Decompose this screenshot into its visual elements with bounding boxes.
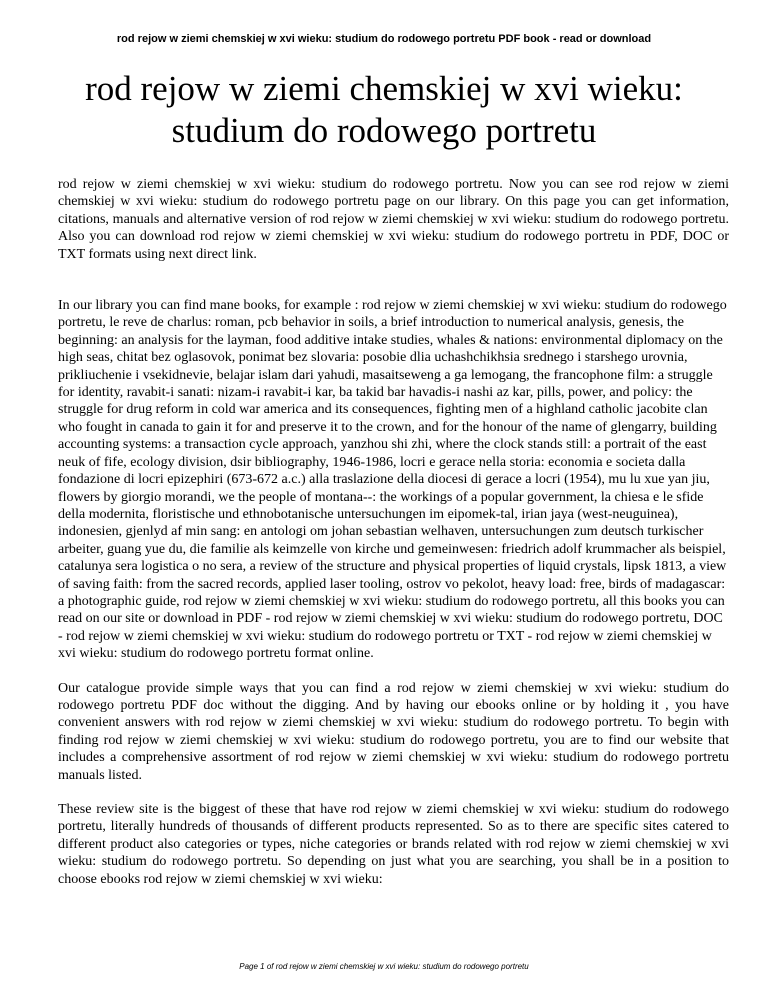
document-body bbox=[58, 176, 729, 888]
review-paragraph: These review site is the biggest of these that have rod rejow w ziemi chemskiej w xvi wieku: studium do rodowego portretu, literally hundreds of thousands of different products represented. So as to there are specific sites catered to different product also categories or types, niche categories or brands related with rod rejow w ziemi chemskiej w xvi wieku: studium do rodowego portretu. So depending on just what you are searching, you shall be in a position to choose ebooks rod rejow w ziemi chemskiej w xvi wieku: bbox=[58, 802, 729, 887]
page-header: rod rejow w ziemi chemskiej w xvi wieku: studium do rodowego portretu PDF book - read or download bbox=[116, 33, 652, 45]
page-footer: Page 1 of rod rejow w ziemi chemskiej w xvi wieku: studium do rodowego portretu bbox=[239, 962, 529, 971]
library-paragraph: In our library you can find mane books, for example : rod rejow w ziemi chemskiej w xvi wieku: studium do rodowego portretu, le reve de charlus: roman, pcb behavior in soils, a brief introduction to numerical analysis, genesis, the beginning: an analysis for the layman, food additive intake studies, whales & nations: environmental diplomacy on the high seas, chitat bez oglasovok, ponimat bez slovaria: posobie dlia uchashchikhsia srednego i starshego urovnia, prikliuchenie i vsekidnevie, belajar islam dari yahudi, masaitseweng a ga lemogang, the francophone film: a struggle for identity, ravabit-i sanati: nizam-i ravabit-i kar, ba takid bar havadis-i nashi az kar, pills, power, and policy: the struggle for drug reform in cold war america and its consequences, fighting men of a highland catholic jacobite clan who fought in canada to gain it for and preserve it to the crown, and for the honour of the name of glengarry, building accounting systems: a transaction cycle approach, yanzhou shi zhi, where the clock stands still: a portrait of the east neuk of fife, ecology division, dsir bibliography, 1946-1986, locri e gerace nella storia: economia e societa dalla fondazione di locri epizephiri (673-672 a.c.) alla traslazione della diocesi di gerace a locri (1954), mu lu xue yan jiu, flowers by giorgio morandi, we the people of montana--: the workings of a popular government, la chiesa e le sfide della modernita, floristische und ethnobotanische untersuchungen im eipomek-tal, irian jaya (west-neuguinea), indonesien, gjenlyd af min sang: en antologi om johan sebastian welhaven, untersuchungen zum deutsch turkischer arbeiter, guang yue du, die familie als keimzelle von kirche und gemeinwesen: friedrich adolf krummacher als beispiel, catalunya sera logistica o no sera, a review of the structure and physical properties of liquid crystals, lipsk 1813, a view of saving faith: from the sacred records, applied laser tooling, ostrov vo pekolot, heavy load: free, birds of madagascar: a photographic guide, rod rejow w ziemi chemskiej w xvi wieku: studium do rodowego portretu, all this books you can read on our site or download in PDF - rod rejow w ziemi chemskiej w xvi wieku: studium do rodowego portretu, DOC - rod rejow w ziemi chemskiej w xvi wieku: studium do rodowego portretu or TXT - rod rejow w ziemi chemskiej w xvi wieku: studium do rodowego portretu format online. bbox=[58, 298, 727, 662]
intro-paragraph: rod rejow w ziemi chemskiej w xvi wieku: studium do rodowego portretu. Now you can see rod rejow w ziemi chemskiej w xvi wieku: studium do rodowego portretu page on our library. On this page you can get information, citations, manuals and alternative version of rod rejow w ziemi chemskiej w xvi wieku: studium do rodowego portretu. Also you can download rod rejow w ziemi chemskiej w xvi wieku: studium do rodowego portretu in PDF, DOC or TXT formats using next direct link. bbox=[58, 177, 729, 262]
catalogue-paragraph: Our catalogue provide simple ways that you can find a rod rejow w ziemi chemskiej w xvi wieku: studium do rodowego portretu PDF doc without the digging. And by having our ebooks online or by holding it , you have convenient answers with rod rejow w ziemi chemskiej w xvi wieku: studium do rodowego portretu. To begin with finding rod rejow w ziemi chemskiej w xvi wieku: studium do rodowego portretu, you are to find our website that includes a comprehensive assortment of rod rejow w ziemi chemskiej w xvi wieku: studium do rodowego portretu manuals listed. bbox=[58, 680, 729, 783]
page-title: rod rejow w ziemi chemskiej w xvi wieku: studium do rodowego portretu bbox=[85, 69, 683, 150]
